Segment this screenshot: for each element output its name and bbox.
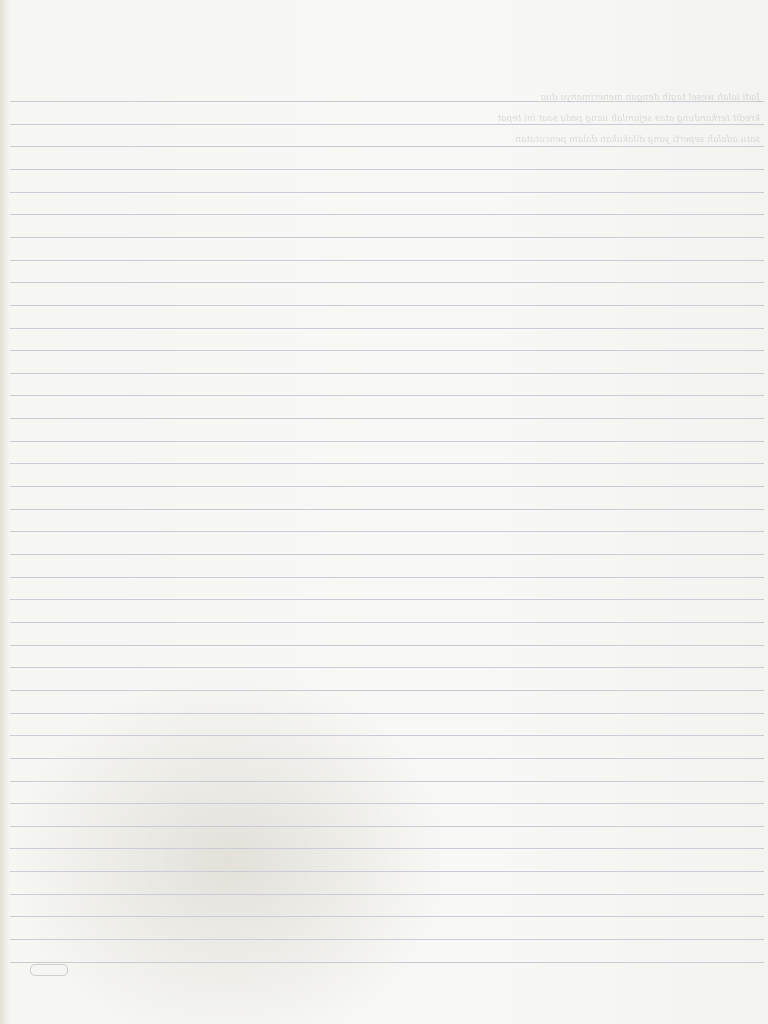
corner-mark xyxy=(30,964,68,976)
bleed-through-text: Jadi ialah wesel tagih dengan menerimanya dua kredit terkandung atas sejumlah uang pada saat ini tepat satu adalah seperti yang dilakukan dalam pencatatan xyxy=(497,93,760,145)
